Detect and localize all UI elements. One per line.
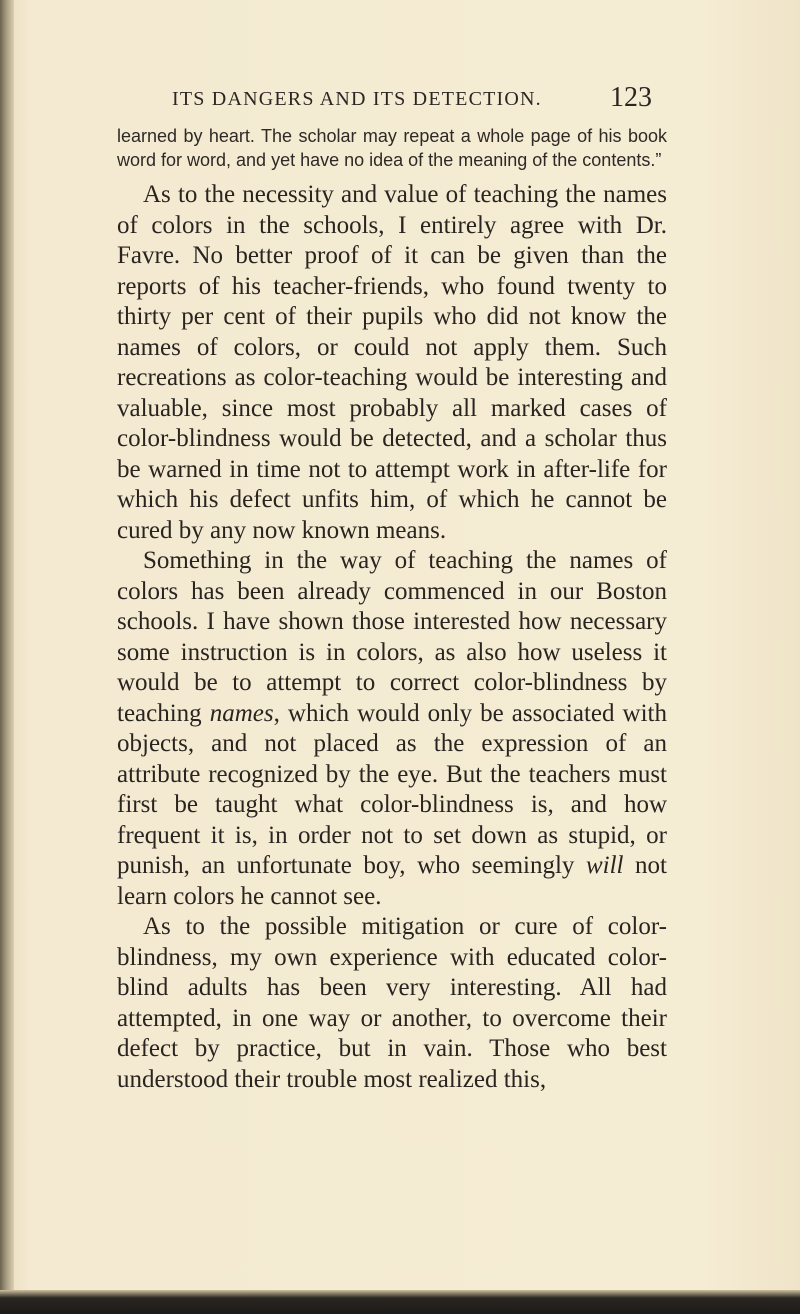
paragraph-mitigation: As to the possible mitigation or cure of color-blindness, my own experience with educated color-blind adults has been very interesting. All had attempted, in one way or another, to overcome their defect by practice, but in vain. Those who best understood their trouble most realized this,: [117, 913, 667, 1093]
running-head: ITS DANGERS AND ITS DETECTION.: [172, 88, 542, 110]
paragraph-text: Something in the way of teaching the names of colors has been already commenced in our Boston schools. I have shown those interested how necessary some instruction is in colors, as also how useless it would be to attempt to correct color-blindness by teaching: [117, 547, 667, 727]
page-header: [140, 82, 660, 116]
emphasis-names: names: [209, 699, 274, 727]
paragraph-teaching-colors: As to the necessity and value of teaching the names of colors in the schools, I entirely agree with Dr. Favre. No better proof of it can be given than the reports of his teacher-friends, who found twenty to thirty per cent of their pupils who did not know the names of colors, or could not apply them. Such recreations as color-teaching would be interesting and valuable, since most probably all marked cases of color-blindness would be detected, and a scholar thus be warned in time not to attempt work in after-life for which his defect unfits him, of which he cannot be cured by any now known means.: [117, 181, 667, 544]
page-bottom-edge: [0, 1290, 800, 1314]
emphasis-will: will: [585, 852, 624, 879]
book-spine-edge: [0, 0, 14, 1314]
paragraph-boston-schools: [117, 546, 667, 912]
paragraph-text: , which would only be associated with objects, and not placed as the expression of an attribute recognized by the eye. But the teachers must first be taught what color-blindness is, and how frequent it is, in order not to set down as stupid, or punish, an unfortunate boy, who seemingly: [117, 699, 667, 879]
body-text: [117, 124, 667, 1095]
paragraph-text: not learn colors he cannot see.: [117, 852, 667, 910]
page-number: 123: [610, 82, 652, 113]
quote-continuation: learned by heart. The scholar may repeat a whole page of his book word for word, and yet have no idea of the meaning of the contents.”: [117, 126, 667, 170]
